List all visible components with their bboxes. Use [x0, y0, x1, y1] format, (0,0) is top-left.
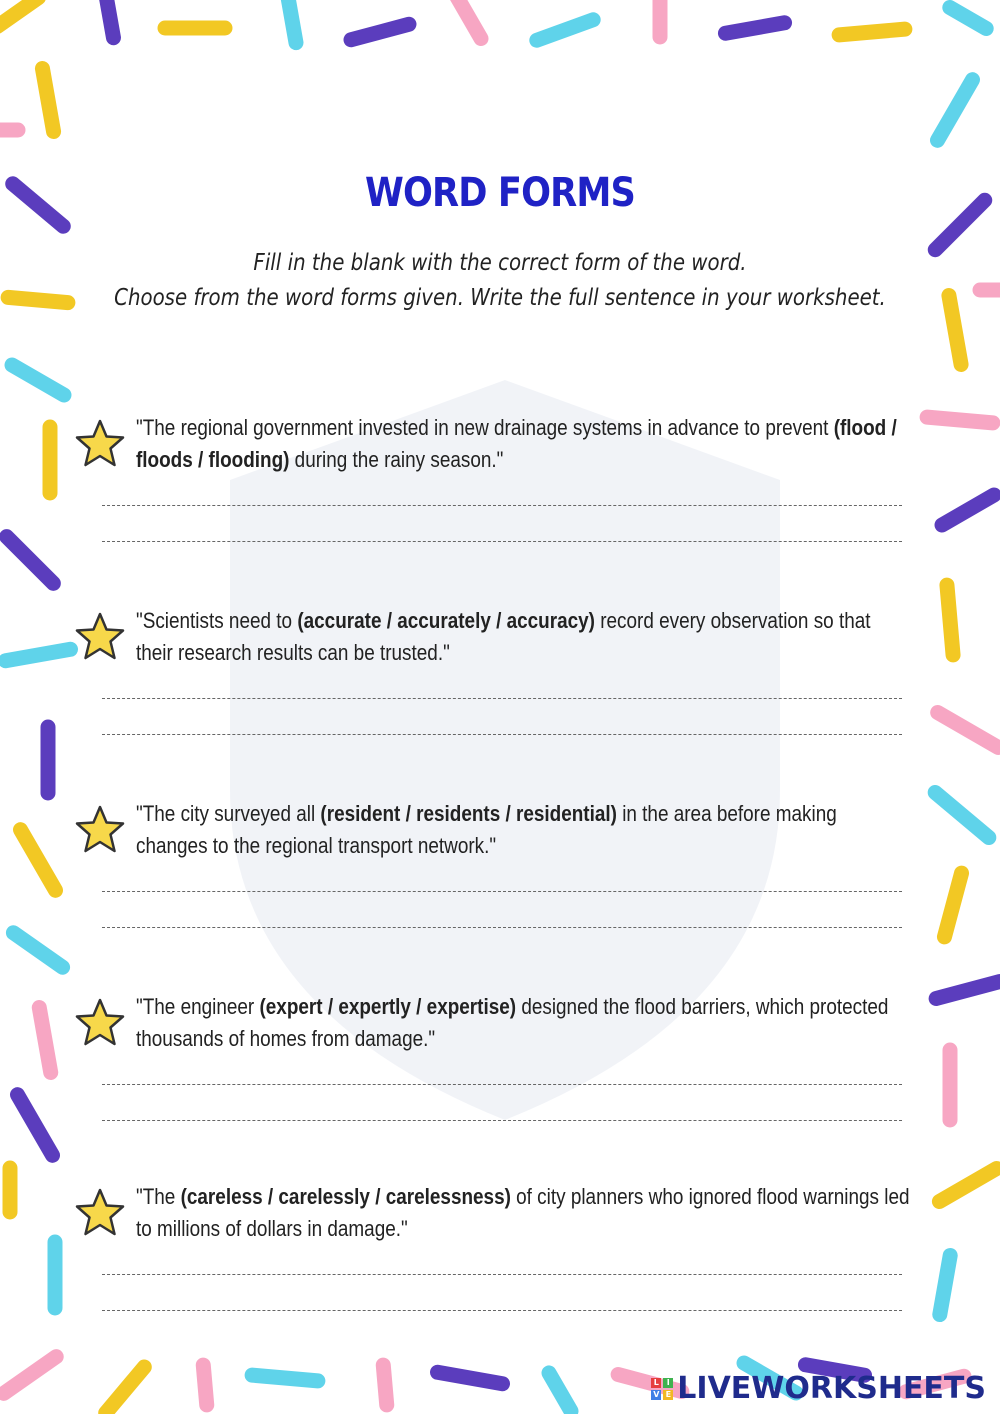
sprinkle [12, 365, 64, 395]
sprinkle [935, 200, 984, 249]
sprinkle [938, 713, 999, 748]
answer-line[interactable] [102, 891, 902, 892]
question-text-before: "Scientists need to [136, 608, 298, 633]
page-title: WORD FORMS [365, 170, 635, 216]
sprinkle [107, 0, 114, 38]
sprinkle [13, 184, 64, 226]
question-text-before: "The regional government invested in new drainage systems in advance to prevent [136, 415, 834, 440]
sprinkle [950, 8, 986, 29]
star-icon [74, 997, 126, 1049]
answer-line[interactable] [102, 1120, 902, 1121]
question-text [136, 412, 910, 476]
question-text [136, 991, 910, 1055]
sprinkle [7, 537, 54, 584]
answer-line[interactable] [102, 698, 902, 699]
question-text-after: of city planners who ignored flood warnings led to millions of dollars in damage." [136, 1184, 910, 1241]
sprinkle [21, 830, 56, 891]
answer-line[interactable] [102, 927, 902, 928]
star-icon [74, 1187, 126, 1239]
sprinkle [39, 1008, 50, 1073]
sprinkle [537, 20, 593, 41]
word-options: (resident / residents / residential) [320, 801, 617, 826]
star-icon [74, 804, 126, 856]
question-text-after: record every observation so that their research results can be trusted." [136, 608, 871, 665]
sprinkle [947, 585, 953, 655]
sprinkle [4, 1357, 56, 1394]
word-options: (accurate / accurately / accuracy) [297, 608, 595, 633]
sprinkle [42, 68, 53, 131]
sprinkle [938, 80, 973, 141]
sprinkle [203, 1365, 206, 1405]
sprinkle [252, 1375, 318, 1381]
sprinkle [927, 417, 993, 423]
question-text [136, 798, 910, 862]
star-icon [74, 611, 126, 663]
sprinkle [106, 1367, 145, 1413]
answer-line[interactable] [102, 541, 902, 542]
question-text-after: in the area before making changes to the regional transport network." [136, 801, 837, 858]
word-options: (expert / expertly / expertise) [259, 994, 517, 1019]
liveworksheets-brand [651, 1371, 986, 1406]
instructions [0, 246, 1000, 316]
word-options: (flood / floods / flooding) [136, 415, 897, 472]
sprinkle [839, 29, 905, 35]
sprinkle [939, 1169, 996, 1202]
sprinkle [455, 0, 481, 39]
sprinkle [944, 873, 961, 937]
answer-line[interactable] [102, 1310, 902, 1311]
sprinkle [438, 1372, 503, 1383]
question-text-after: during the rainy season." [289, 447, 504, 472]
sprinkle [18, 1095, 53, 1156]
question-text-before: "The city surveyed all [136, 801, 321, 826]
answer-line[interactable] [102, 505, 902, 506]
instruction-line-1: Fill in the blank with the correct form of the word. [253, 250, 747, 276]
sprinkle [942, 495, 994, 525]
sprinkle [6, 649, 71, 660]
sprinkle [383, 1365, 386, 1405]
sprinkle [940, 1255, 950, 1314]
word-options: (careless / carelessly / carelessness) [180, 1184, 511, 1209]
question-text [136, 605, 910, 669]
sprinkle [725, 23, 784, 33]
question-text-before: "The [136, 1184, 181, 1209]
sprinkle [351, 24, 409, 40]
sprinkle [549, 1373, 571, 1411]
question-text-after: designed the flood barriers, which protected thousands of homes from damage." [136, 994, 889, 1051]
brand-name: LIVEWORKSHEETS [677, 1371, 986, 1406]
sprinkle [0, 0, 38, 26]
question-text-before: "The engineer [136, 994, 260, 1019]
answer-line[interactable] [102, 734, 902, 735]
liveworksheets-logo-icon: L I V E [651, 1378, 673, 1400]
sprinkle [13, 933, 62, 967]
sprinkle [288, 0, 296, 43]
sprinkle [935, 793, 989, 838]
answer-line[interactable] [102, 1084, 902, 1085]
instruction-line-2: Choose from the word forms given. Write the full sentence in your worksheet. [114, 285, 886, 311]
question-text [136, 1181, 910, 1245]
star-icon [74, 418, 126, 470]
answer-line[interactable] [102, 1274, 902, 1275]
sprinkle [936, 981, 1000, 998]
